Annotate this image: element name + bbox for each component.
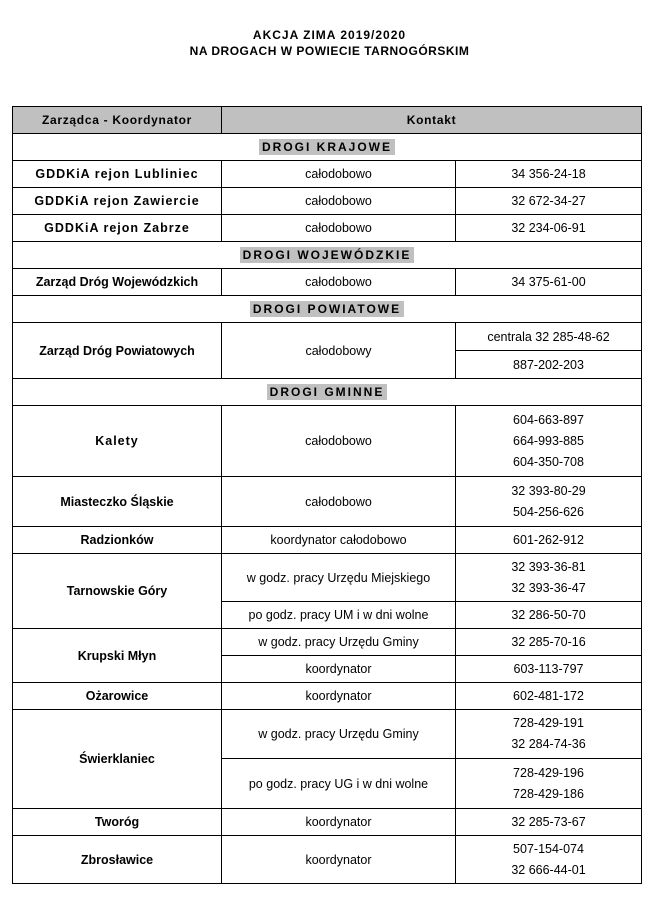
availability: w godz. pracy Urzędu Gminy bbox=[222, 710, 456, 759]
table-row bbox=[13, 683, 642, 710]
phone-number: 728-429-196 bbox=[513, 765, 584, 780]
table-row bbox=[13, 406, 642, 477]
section-title-wojewodzkie: DROGI WOJEWÓDZKIE bbox=[240, 247, 415, 263]
section-row bbox=[13, 379, 642, 406]
phone-numbers bbox=[456, 406, 642, 477]
table-row bbox=[13, 188, 642, 215]
manager-name: Miasteczko Śląskie bbox=[13, 477, 222, 527]
availability: po godz. pracy UM i w dni wolne bbox=[222, 602, 456, 629]
availability: w godz. pracy Urzędu Gminy bbox=[222, 629, 456, 656]
phone-number: 34 375-61-00 bbox=[456, 269, 642, 296]
section-title-krajowe: DROGI KRAJOWE bbox=[259, 139, 395, 155]
phone-numbers bbox=[456, 554, 642, 602]
manager-name: Radzionków bbox=[13, 527, 222, 554]
availability: całodobowo bbox=[222, 161, 456, 188]
phone-number: 32 393-80-29 bbox=[511, 483, 586, 498]
phone-numbers bbox=[456, 836, 642, 884]
manager-name: Zarząd Dróg Powiatowych bbox=[13, 323, 222, 379]
phone-number: 507-154-074 bbox=[513, 841, 584, 856]
table-row bbox=[13, 836, 642, 884]
column-header-manager: Zarządca - Koordynator bbox=[13, 107, 222, 134]
phone-number: 32 286-50-70 bbox=[456, 602, 642, 629]
table-row bbox=[13, 710, 642, 759]
manager-name: Świerklaniec bbox=[13, 710, 222, 809]
manager-name: GDDKiA rejon Zawiercie bbox=[13, 188, 222, 215]
column-header-contact: Kontakt bbox=[222, 107, 642, 134]
section-row bbox=[13, 242, 642, 269]
phone-number: 728-429-191 bbox=[513, 716, 584, 730]
section-title-gminne: DROGI GMINNE bbox=[267, 384, 388, 400]
manager-name: Tworóg bbox=[13, 809, 222, 836]
table-row bbox=[13, 629, 642, 656]
phone-number: 34 356-24-18 bbox=[456, 161, 642, 188]
availability: koordynator całodobowo bbox=[222, 527, 456, 554]
phone-number: 32 284-74-36 bbox=[511, 737, 586, 751]
phone-number: 604-350-708 bbox=[513, 454, 584, 469]
phone-number: 32 672-34-27 bbox=[456, 188, 642, 215]
table-row bbox=[13, 809, 642, 836]
phone-number: 32 666-44-01 bbox=[511, 862, 586, 877]
section-title-powiatowe: DROGI POWIATOWE bbox=[250, 301, 404, 317]
phone-number: 728-429-186 bbox=[513, 786, 584, 801]
phone-number: centrala 32 285-48-62 bbox=[456, 323, 642, 351]
table-row bbox=[13, 527, 642, 554]
availability: koordynator bbox=[222, 683, 456, 710]
section-row bbox=[13, 296, 642, 323]
manager-name: Tarnowskie Góry bbox=[13, 554, 222, 629]
document-title-line2: NA DROGACH W POWIECIE TARNOGÓRSKIM bbox=[189, 44, 470, 58]
availability: całodobowy bbox=[222, 323, 456, 379]
phone-number: 504-256-626 bbox=[513, 504, 584, 519]
phone-numbers bbox=[456, 710, 642, 759]
phone-number: 32 285-70-16 bbox=[456, 629, 642, 656]
phone-number: 664-993-885 bbox=[513, 433, 584, 448]
phone-number: 601-262-912 bbox=[456, 527, 642, 554]
manager-name: Zbrosławice bbox=[13, 836, 222, 884]
availability: całodobowo bbox=[222, 188, 456, 215]
table-row bbox=[13, 323, 642, 351]
section-row bbox=[13, 134, 642, 161]
table-header-row bbox=[13, 107, 642, 134]
phone-number: 32 234-06-91 bbox=[456, 215, 642, 242]
table-row bbox=[13, 477, 642, 527]
manager-name: Ożarowice bbox=[13, 683, 222, 710]
manager-name: Kalety bbox=[13, 406, 222, 477]
availability: całodobowo bbox=[222, 269, 456, 296]
availability: w godz. pracy Urzędu Miejskiego bbox=[222, 554, 456, 602]
contact-table bbox=[12, 106, 642, 884]
manager-name: Krupski Młyn bbox=[13, 629, 222, 683]
availability: całodobowo bbox=[222, 215, 456, 242]
phone-numbers bbox=[456, 759, 642, 809]
phone-number: 32 393-36-81 bbox=[511, 559, 586, 574]
table-row bbox=[13, 215, 642, 242]
table-row bbox=[13, 269, 642, 296]
phone-number: 602-481-172 bbox=[456, 683, 642, 710]
availability: koordynator bbox=[222, 809, 456, 836]
phone-number: 604-663-897 bbox=[513, 412, 584, 427]
phone-number: 32 285-73-67 bbox=[456, 809, 642, 836]
manager-name: GDDKiA rejon Lubliniec bbox=[13, 161, 222, 188]
phone-number: 603-113-797 bbox=[456, 656, 642, 683]
phone-number: 887-202-203 bbox=[456, 351, 642, 379]
availability: całodobowo bbox=[222, 477, 456, 527]
manager-name: Zarząd Dróg Wojewódzkich bbox=[13, 269, 222, 296]
table-row bbox=[13, 554, 642, 602]
phone-number: 32 393-36-47 bbox=[511, 580, 586, 595]
document-title-line1: AKCJA ZIMA 2019/2020 bbox=[252, 28, 407, 42]
availability: koordynator bbox=[222, 656, 456, 683]
availability: po godz. pracy UG i w dni wolne bbox=[222, 759, 456, 809]
phone-numbers bbox=[456, 477, 642, 527]
table-row bbox=[13, 161, 642, 188]
manager-name: GDDKiA rejon Zabrze bbox=[13, 215, 222, 242]
availability: koordynator bbox=[222, 836, 456, 884]
availability: całodobowo bbox=[222, 406, 456, 477]
